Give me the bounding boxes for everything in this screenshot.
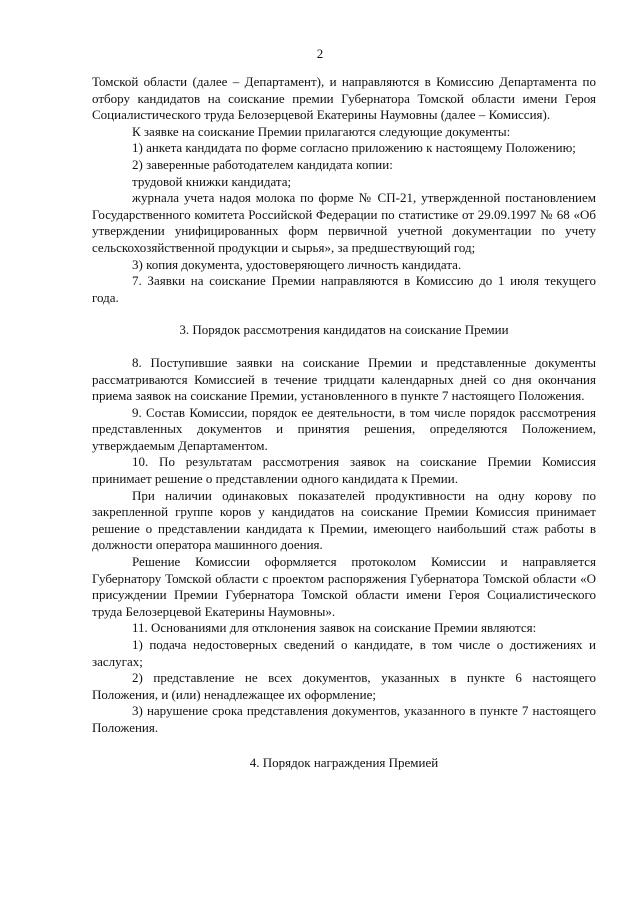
page-content [92, 74, 596, 771]
paragraph: 1) анкета кандидата по форме согласно приложению к настоящему Положению; [132, 140, 576, 156]
paragraph: 9. Состав Комиссии, порядок ее деятельности, в том числе порядок рассмотрения представленных документов и принятия решения, определяются Положением, утверждаемым Департаментом. [92, 404, 596, 453]
paragraph: К заявке на соискание Премии прилагаются следующие документы: [132, 123, 511, 139]
paragraph: 11. Основаниями для отклонения заявок на соискание Премии являются: [132, 620, 537, 636]
section-heading: 4. Порядок награждения Премией [249, 754, 439, 770]
paragraph: 8. Поступившие заявки на соискание Премии и представленные документы рассматриваются Комиссией в течение тридцати календарных дней со дня окончания приема заявок на соискание Премии, установленного в пункте 7 настоящего Положения. [92, 354, 596, 404]
paragraph: 3) нарушение срока представления документов, указанного в пункте 7 настоящего Положения. [92, 703, 596, 735]
paragraph: 10. По результатам рассмотрения заявок на соискание Премии Комиссия принимает решение о представлении одного кандидата к Премии. [92, 454, 596, 487]
paragraph: Томской области (далее – Департамент), и направляются в Комиссию Департамента по отбору кандидатов на соискание премии Губернатора Томской области имени Героя Социалистического труда Белозерцевой Екатерины Наумовны (далее – Комиссия). [92, 74, 596, 123]
paragraph: При наличии одинаковых показателей продуктивности на одну корову по закрепленной группе коров у кандидатов на соискание Премии Комиссия принимает решение о представлении кандидата к Премии, имеющего наибольший стаж работы в должности оператора машинного доения. [92, 487, 596, 553]
paragraph: 7. Заявки на соискание Премии направляются в Комиссию до 1 июля текущего года. [92, 273, 596, 305]
paragraph: 2) представление не всех документов, указанных в пункте 6 настоящего Положения, и (или) ненадлежащее их оформление; [92, 670, 596, 702]
paragraph: 1) подача недостоверных сведений о кандидате, в том числе о достижениях и заслугах; [92, 637, 596, 669]
paragraph: 3) копия документа, удостоверяющего личность кандидата. [132, 256, 462, 272]
paragraph: трудовой книжки кандидата; [132, 173, 292, 189]
paragraph: 2) заверенные работодателем кандидата копии: [132, 156, 393, 172]
paragraph: Решение Комиссии оформляется протоколом Комиссии и направляется Губернатору Томской области с проектом распоряжения Губернатора Томской области «О присуждении Премии Губернатора Томской области имени Героя Социалистического труда Белозерцевой Екатерины Наумовны». [92, 554, 596, 619]
paragraph: журнала учета надоя молока по форме № СП-21, утвержденной постановлением Государственного комитета Российской Федерации по статистике от 29.09.1997 № 68 «Об утверждении унифицированных форм первичной учетной документации по учету сельскохозяйственной продукции и сырья», за предшествующий год; [92, 190, 596, 255]
page-number: 2 [316, 46, 324, 61]
section-heading: 3. Порядок рассмотрения кандидатов на соискание Премии [179, 322, 509, 338]
